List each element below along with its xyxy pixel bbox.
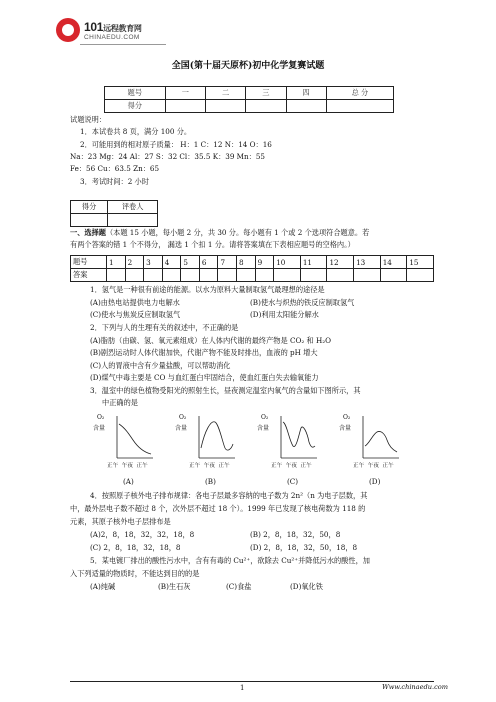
section-heading-line2: 有两个答案的错 1 个不得分， 漏选 1 个扣 1 分。请将答案填在下表相应题号的空格内。） xyxy=(70,240,355,249)
score-cell: 一 xyxy=(165,87,205,100)
score-input-cell[interactable] xyxy=(326,100,393,113)
answer-number-cell: 13 xyxy=(354,256,381,269)
question-5-stem-line2: 入下列适量的物质时，不能达到目的的是 xyxy=(70,569,200,578)
score-cell: 总 分 xyxy=(326,87,393,100)
graph-c-ylabel-top: O₂ xyxy=(261,414,269,421)
answer-input-cell[interactable] xyxy=(107,269,126,282)
section-heading xyxy=(70,228,440,237)
score-cell: 三 xyxy=(246,87,286,100)
score-cell: 二 xyxy=(205,87,245,100)
answer-number-cell: 11 xyxy=(300,256,327,269)
answer-header-cell: 题号 xyxy=(71,256,107,269)
instruction-line: 1．本试卷共 8 页，满分 100 分。 xyxy=(80,127,192,136)
instruction-line: 3．考试时间：2 小时 xyxy=(80,177,149,186)
graph-d-ylabel-bottom: 含量 xyxy=(339,425,352,432)
answer-input-cell[interactable] xyxy=(144,269,163,282)
graph-b-xlabel: 正午 午夜 正午 xyxy=(189,463,230,469)
answer-input-cell[interactable] xyxy=(181,269,200,282)
page-number: 1 xyxy=(240,684,245,692)
logo-brand-num: 101 xyxy=(84,20,104,34)
graph-a-ylabel-bottom: 含量 xyxy=(93,425,106,432)
graph-a-ylabel-top: O₂ xyxy=(97,414,105,421)
grader-input-cell[interactable] xyxy=(71,214,108,227)
q1-option-a[interactable]: (A)由热电站提供电力电解水 xyxy=(90,298,180,307)
graph-c-label[interactable]: (C) xyxy=(287,477,299,486)
answer-input-cell[interactable] xyxy=(300,269,327,282)
graph-a-xlabel: 正午 午夜 正午 xyxy=(107,463,148,469)
answer-number-cell: 15 xyxy=(407,256,434,269)
question-3-stem: 3．温室中的绿色植物受阳光的照射生长，昼夜测定温室内氧气的含量如下图所示，其 xyxy=(90,386,361,395)
graph-b-ylabel-top: O₂ xyxy=(179,414,187,421)
logo-mark-icon xyxy=(56,18,80,42)
grader-cell: 得分 xyxy=(71,201,108,214)
score-cell: 得分 xyxy=(105,100,166,113)
answer-input-cell[interactable] xyxy=(255,269,274,282)
answer-number-cell: 7 xyxy=(218,256,237,269)
site-logo[interactable] xyxy=(56,14,166,48)
answer-header-cell: 答案 xyxy=(71,269,107,282)
answer-number-cell: 6 xyxy=(199,256,218,269)
graph-c-xlabel: 正午 午夜 正午 xyxy=(271,463,312,469)
q4-option-c[interactable]: (C) 2，8，18，32，18，8 xyxy=(90,543,181,552)
question-2-stem: 2．下列与人的生理有关的叙述中，不正确的是 xyxy=(90,323,239,332)
score-table-score-row xyxy=(105,100,394,113)
graph-d-label[interactable]: (D) xyxy=(369,477,381,486)
graph-b-label[interactable]: (B) xyxy=(205,477,216,486)
grader-input-cell[interactable] xyxy=(108,214,158,227)
grader-cell: 评卷人 xyxy=(108,201,158,214)
answer-input-cell[interactable] xyxy=(274,269,301,282)
question-5-stem: 5．某电镀厂排出的酸性污水中，含有有毒的 Cu²⁺，欲除去 Cu²⁺并降低污水的酸性，加 xyxy=(90,556,370,565)
answer-input-cell[interactable] xyxy=(125,269,144,282)
q5-option-a[interactable]: (A)纯碱 xyxy=(90,582,116,591)
instruction-line: Fe：56 Cu：63.5 Zn：65 xyxy=(70,164,160,173)
logo-brand xyxy=(84,20,142,34)
answer-input-cell[interactable] xyxy=(199,269,218,282)
logo-divider xyxy=(80,44,166,45)
score-input-cell[interactable] xyxy=(205,100,245,113)
answer-number-cell: 5 xyxy=(181,256,200,269)
grader-table xyxy=(70,200,158,227)
answer-input-cell[interactable] xyxy=(354,269,381,282)
instruction-line: 2．可能用到的相对原子质量： H：1 C：12 N：14 O：16 xyxy=(80,140,272,149)
question-3-stem-line2: 中正确的是 xyxy=(102,398,138,407)
score-input-cell[interactable] xyxy=(165,100,205,113)
score-table-header-row xyxy=(105,87,394,100)
graph-c-curve xyxy=(283,422,315,447)
q2-option-b[interactable]: (B)剧烈运动时人体代谢加快，代谢产物不能及时排出，血液的 pH 增大 xyxy=(90,348,318,357)
instructions-heading: 试题说明： xyxy=(70,115,106,124)
q5-option-b[interactable]: (B)生石灰 xyxy=(158,582,191,591)
answer-table-number-row xyxy=(71,256,434,269)
question-4-stem-line3: 元素，其原子核外电子层排布是 xyxy=(70,517,171,526)
score-table xyxy=(104,86,394,113)
answer-number-cell: 4 xyxy=(162,256,181,269)
answer-table-answer-row xyxy=(71,269,434,282)
section-heading-text: （本题 15 小题，每小题 2 分，共 30 分。每小题有 1 个或 2 个选项符合题意。若 xyxy=(105,228,370,237)
q5-option-d[interactable]: (D)氧化铁 xyxy=(290,582,323,591)
answer-number-cell: 3 xyxy=(144,256,163,269)
answer-input-cell[interactable] xyxy=(237,269,256,282)
footer-divider xyxy=(70,681,434,682)
answer-input-cell[interactable] xyxy=(162,269,181,282)
logo-brand-cn: 远程教育网 xyxy=(103,24,142,33)
instruction-line: Na：23 Mg：24 Al：27 S：32 Cl：35.5 K：39 Mn：55 xyxy=(70,152,266,161)
answer-input-cell[interactable] xyxy=(218,269,237,282)
graph-b-ylabel-bottom: 含量 xyxy=(175,425,188,432)
question-1-stem: 1．氢气是一种很有前途的能源。以水为原料大量制取氢气最理想的途径是 xyxy=(90,285,325,294)
graph-a-label[interactable]: (A) xyxy=(123,477,134,486)
q1-option-d[interactable]: (D)利用太阳能分解水 xyxy=(250,310,319,319)
q2-option-a[interactable]: (A)脂肪（由碳、氢、氧元素组成）在人体内代谢的最终产物是 CO₂ 和 H₂O xyxy=(90,336,332,345)
answer-number-cell: 10 xyxy=(274,256,301,269)
q4-option-d[interactable]: (D) 2，8，18，32，50，18，8 xyxy=(250,543,358,552)
q1-option-b[interactable]: (B)使水与炽热的铁反应制取氢气 xyxy=(250,298,355,307)
score-input-cell[interactable] xyxy=(286,100,326,113)
answer-number-cell: 2 xyxy=(125,256,144,269)
answer-table xyxy=(70,255,434,282)
q4-option-b[interactable]: (B) 2，8，18，32，50，8 xyxy=(250,530,341,539)
answer-number-cell: 9 xyxy=(255,256,274,269)
graph-b-curve xyxy=(201,422,233,450)
answer-input-cell[interactable] xyxy=(407,269,434,282)
graph-c-ylabel-bottom: 含量 xyxy=(257,425,270,432)
q5-option-c[interactable]: (C)食盐 xyxy=(226,582,252,591)
answer-input-cell[interactable] xyxy=(380,269,407,282)
q2-option-c[interactable]: (C)人的胃液中含有少量盐酸，可以帮助消化 xyxy=(90,361,231,370)
score-cell: 题号 xyxy=(105,87,166,100)
footer-url-link[interactable]: Www.chinaedu.com xyxy=(382,683,448,691)
answer-number-cell: 12 xyxy=(327,256,354,269)
answer-input-cell[interactable] xyxy=(327,269,354,282)
score-cell: 四 xyxy=(286,87,326,100)
q2-option-d[interactable]: (D)煤气中毒主要是 CO 与血红蛋白牢固结合，使血红蛋白失去输氧能力 xyxy=(90,373,319,382)
answer-number-cell: 8 xyxy=(237,256,256,269)
section-heading-bold: 一、选择题 xyxy=(70,228,106,237)
answer-number-cell: 1 xyxy=(107,256,126,269)
logo-brand-sub: CHINAEDU.COM xyxy=(84,34,140,41)
graph-d-xlabel: 正午 午夜 正午 xyxy=(353,463,394,469)
graph-d-curve xyxy=(365,431,397,452)
q1-option-c[interactable]: (C)使水与焦炭反应制取氢气 xyxy=(90,310,181,319)
exam-title: 全国(第十届天原杯)初中化学复赛试题 xyxy=(171,61,325,71)
question-4-stem-line2: 中，最外层电子数不超过 8 个，次外层不超过 18 个）。1999 年已发现了核电荷数为 118 的 xyxy=(70,504,366,513)
graph-a-curve xyxy=(119,424,151,454)
question-4-stem: 4．按照原子核外电子排布规律：各电子层最多容纳的电子数为 2n²（n 为电子层数，其 xyxy=(90,491,368,500)
graph-d-ylabel-top: O₂ xyxy=(343,414,351,421)
answer-number-cell: 14 xyxy=(380,256,407,269)
q4-option-a[interactable]: (A)2，8，18，32，32，18，8 xyxy=(90,530,195,539)
score-input-cell[interactable] xyxy=(246,100,286,113)
